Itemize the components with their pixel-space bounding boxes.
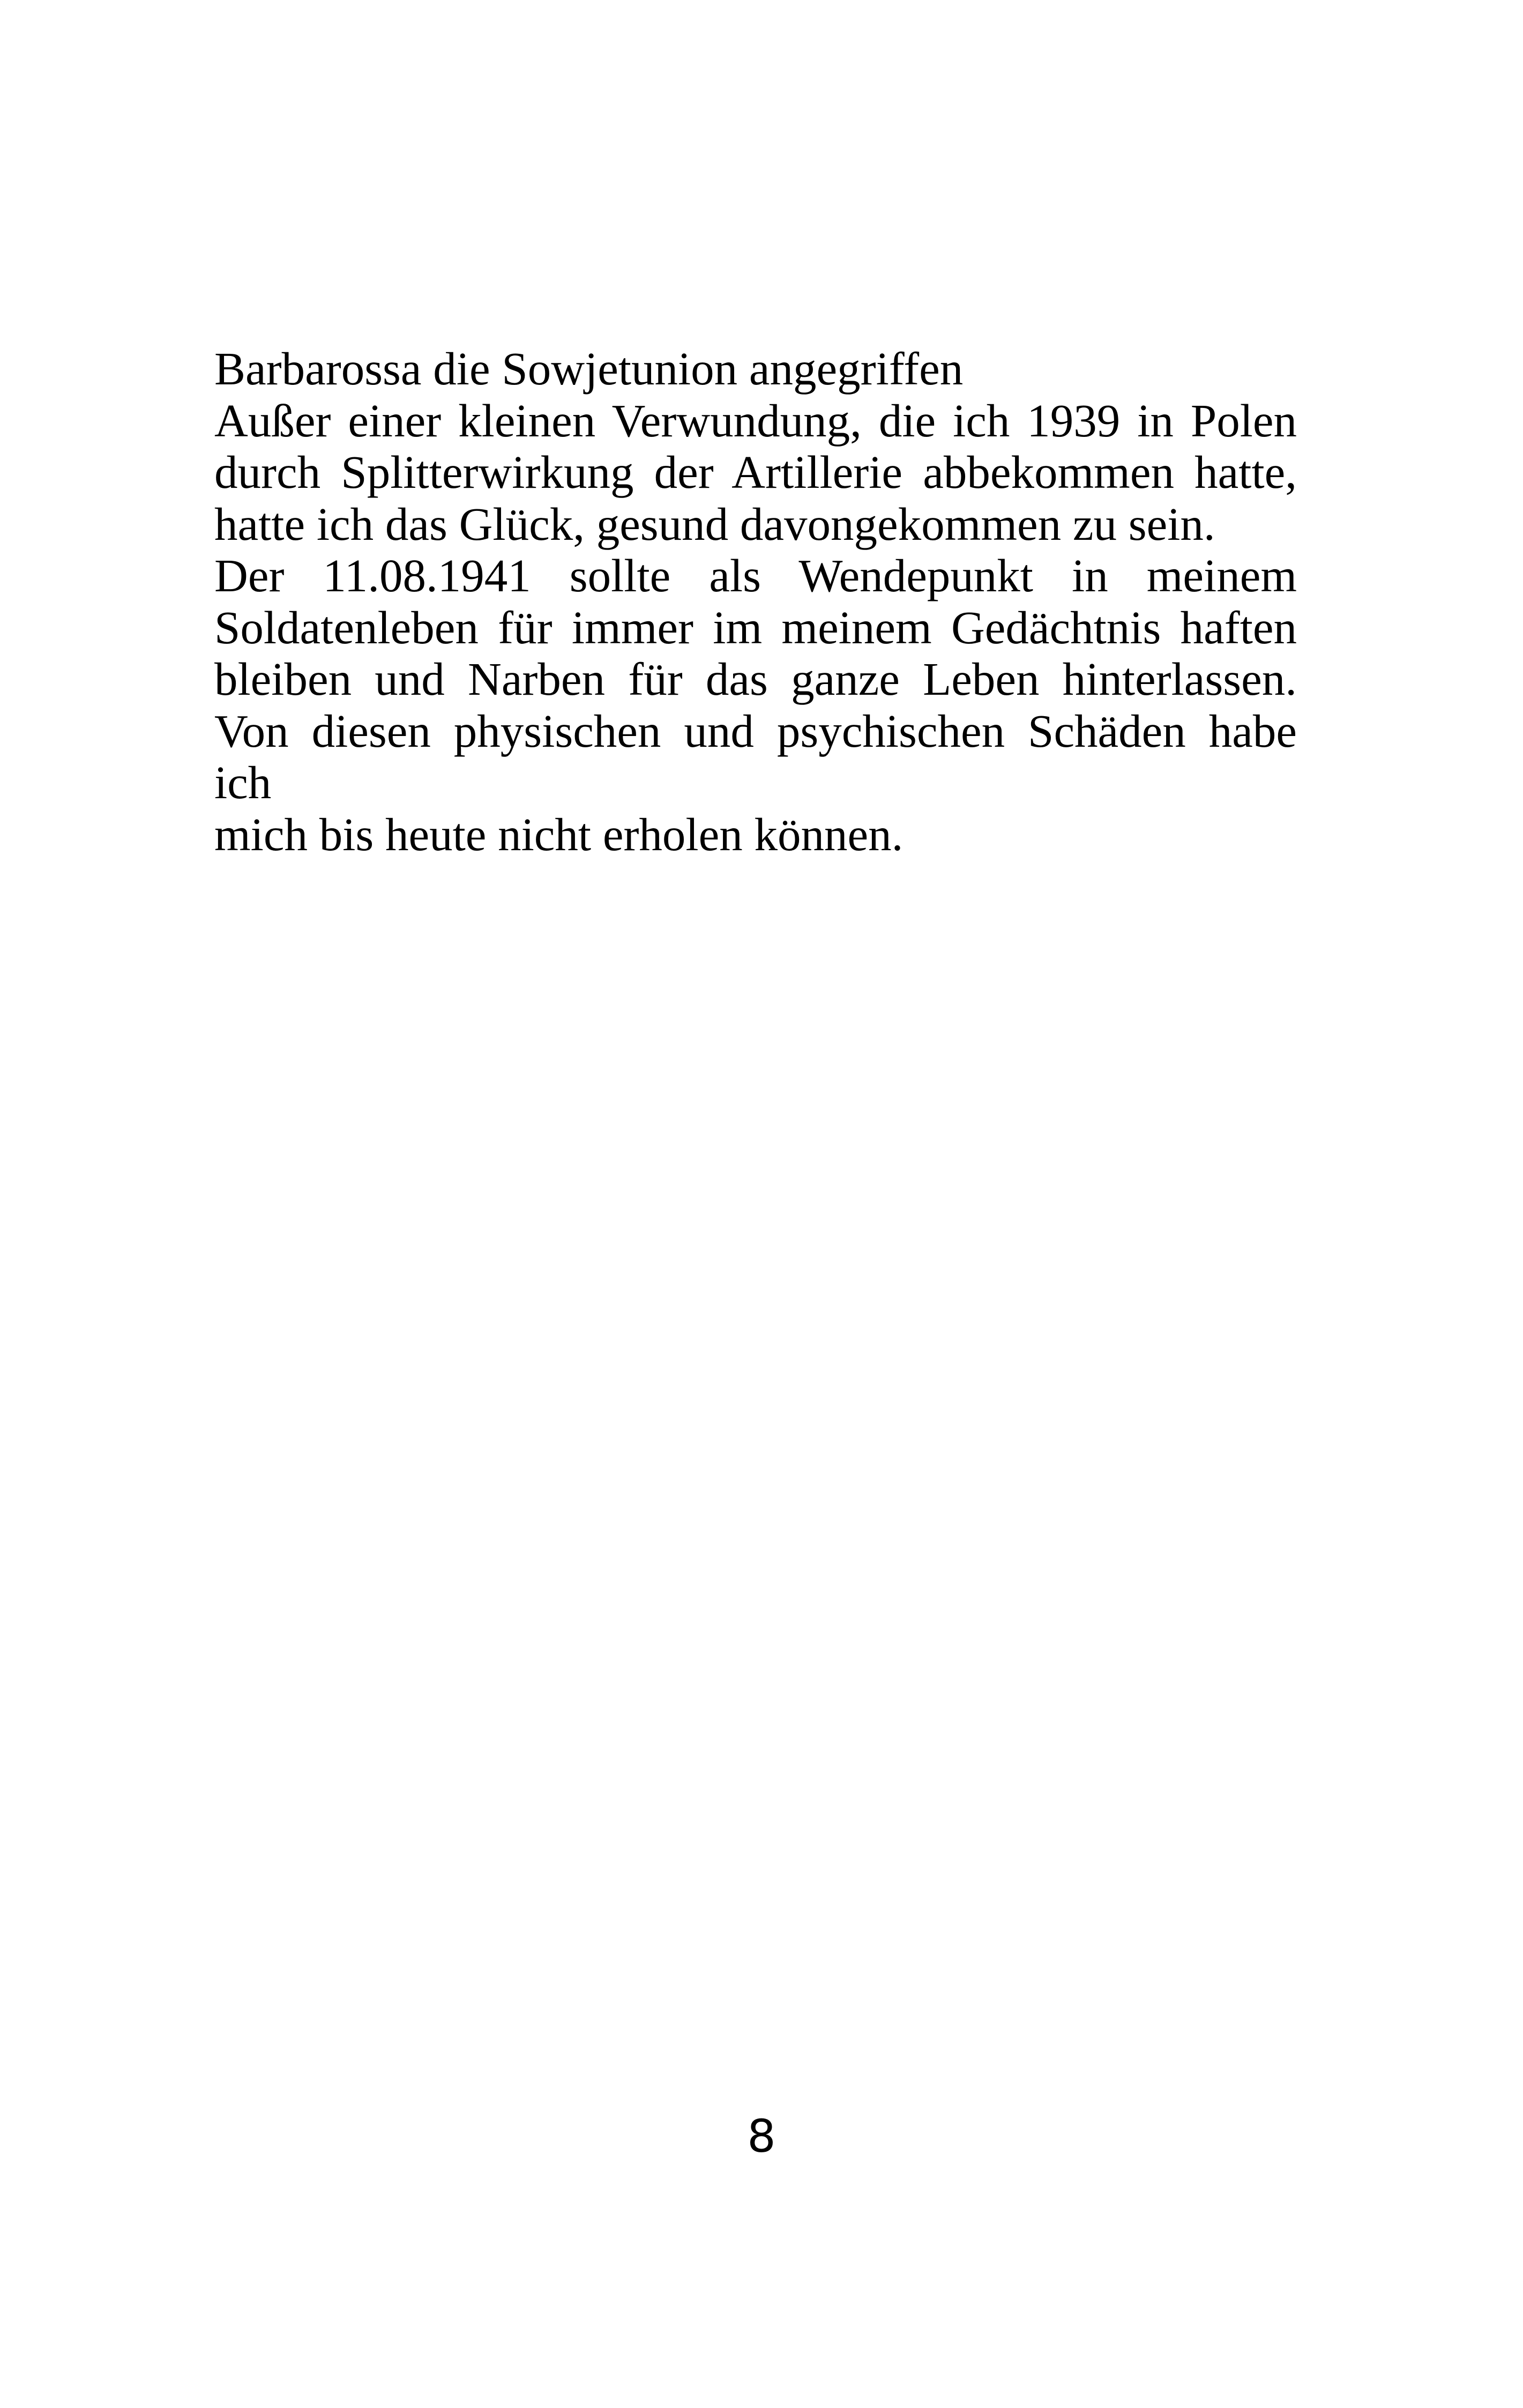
text-line: Außer einer kleinen Verwundung, die ich 1939 in Polen [214, 394, 1297, 447]
text-line: Soldatenleben für immer im meinem Gedächtnis haften [214, 601, 1297, 653]
text-line: mich bis heute nicht erholen können. [214, 808, 904, 860]
text-line: hatte ich das Glück, gesund davongekommen zu sein. [214, 497, 1215, 550]
text-line: Von diesen physischen und psychischen Schäden habe ich [214, 704, 1297, 808]
text-line: Barbarossa die Sowjetunion angegriffen [214, 343, 964, 395]
text-line: Der 11.08.1941 sollte als Wendepunkt in meinem [214, 549, 1297, 601]
page-number: 8 [747, 2110, 776, 2162]
text-line: durch Splitterwirkung der Artillerie abbekommen hatte, [214, 446, 1297, 498]
text-line: bleiben und Narben für das ganze Leben hinterlassen. [214, 653, 1297, 705]
body-text [214, 343, 1297, 860]
